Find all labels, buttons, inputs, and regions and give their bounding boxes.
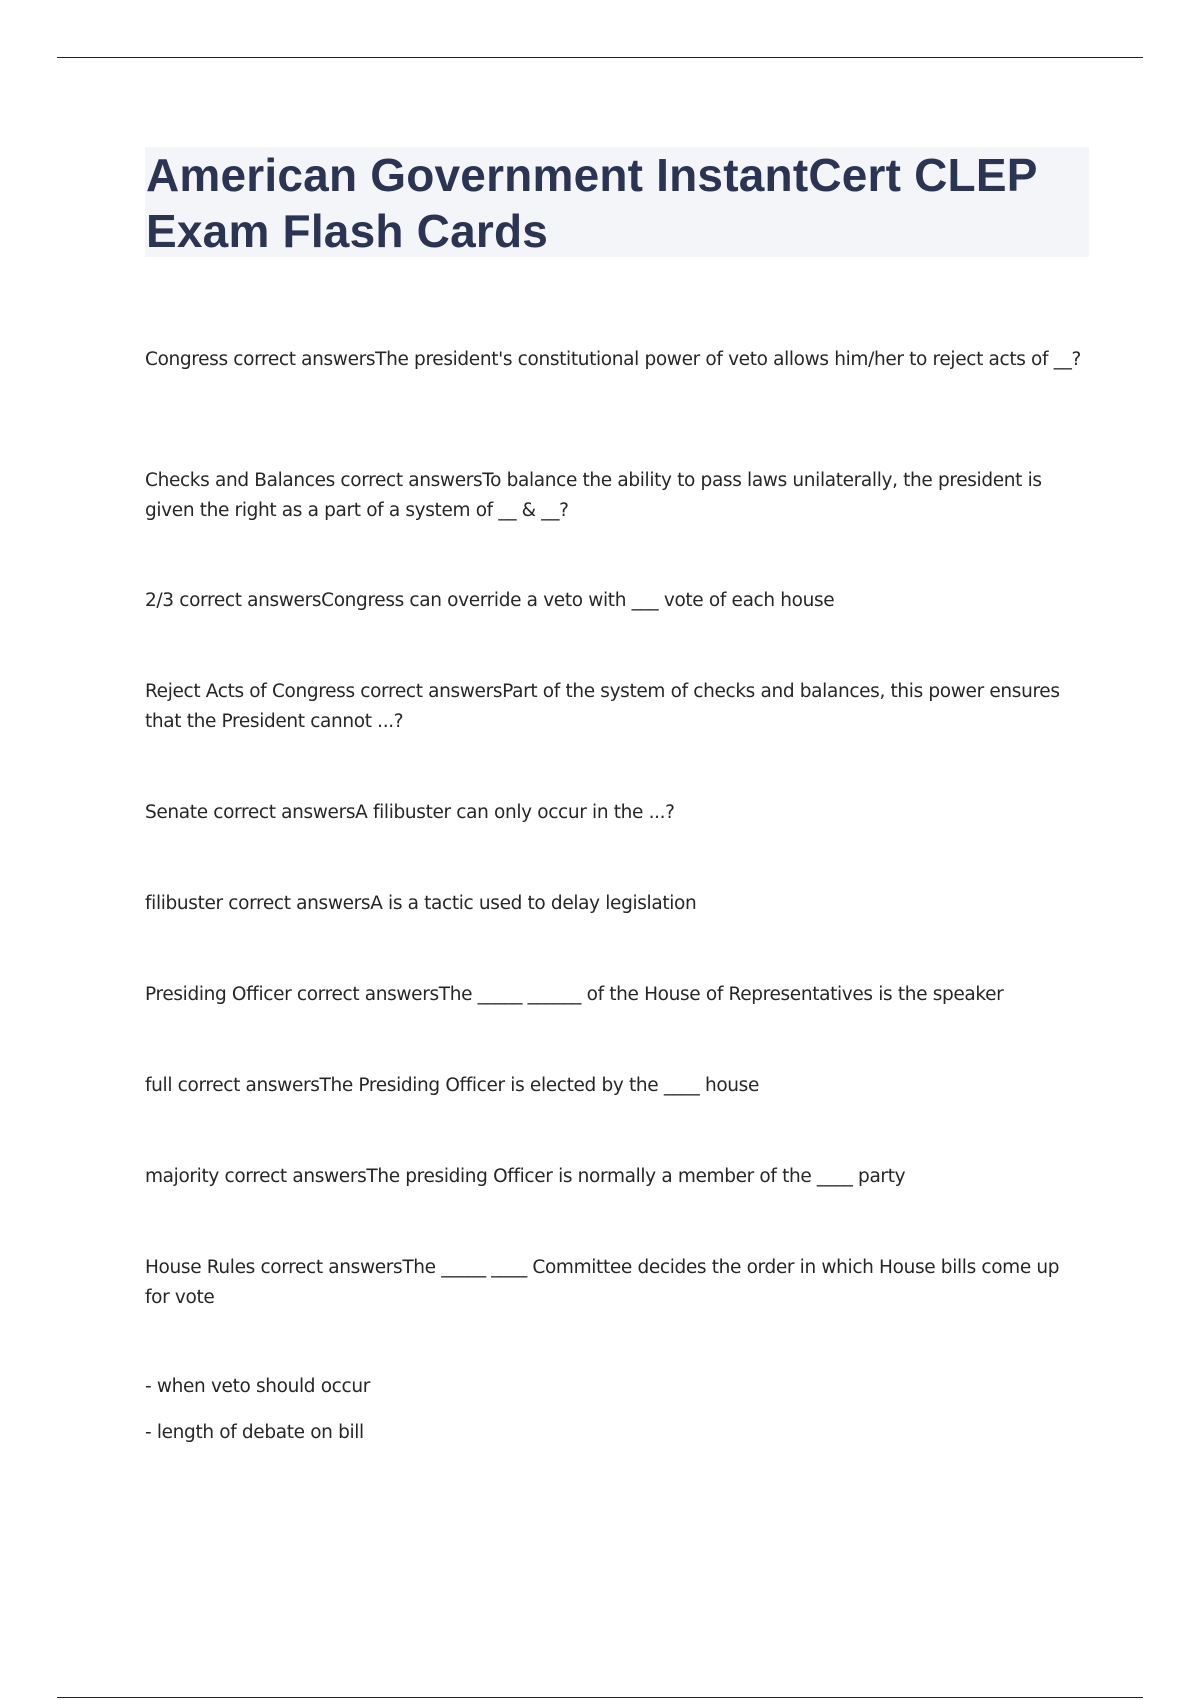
card-separator: correct answers [222, 893, 371, 914]
card-prompt: The Presiding Officer is elected by the ____ house [319, 1075, 759, 1096]
flashcard-senate [145, 798, 1085, 828]
card-term: full [145, 1075, 173, 1096]
flashcard-majority [145, 1162, 1085, 1192]
card-prompt: Congress can override a veto with ___ vote of each house [321, 590, 835, 611]
flashcard-presiding-officer [145, 980, 1085, 1010]
card-prompt: The president's constitutional power of veto allows him/her to reject acts of __? [375, 349, 1081, 370]
card-separator: correct answers [354, 681, 503, 702]
title-banner [145, 147, 1089, 257]
card-term: Congress [145, 349, 228, 370]
flashcard-reject-acts [145, 677, 1085, 737]
flashcard-full [145, 1071, 1085, 1101]
card-term: filibuster [145, 893, 223, 914]
card-term: 2/3 [145, 590, 174, 611]
flashcard-two-thirds [145, 586, 1085, 616]
card-prompt: The presiding Officer is normally a member of the ____ party [366, 1166, 906, 1187]
flashcard-congress [145, 345, 1085, 375]
card-prompt: The _____ ______ of the House of Representatives is the speaker [438, 984, 1004, 1005]
flashcard-filibuster [145, 889, 1085, 919]
card-term: Presiding Officer [145, 984, 292, 1005]
card-separator: correct answers [334, 470, 483, 491]
card-separator: correct answers [172, 1075, 320, 1096]
card-prompt: Part of the system of checks and balances, this power ensures that the President cannot ...? [145, 681, 1060, 732]
flashcard-checks-and-balances [145, 466, 1085, 526]
card-term: House Rules [145, 1257, 255, 1278]
card-term: majority [145, 1166, 219, 1187]
card-separator: correct answers [291, 984, 439, 1005]
card-separator: correct answers [207, 802, 356, 823]
bullet-item: - length of debate on bill [145, 1422, 364, 1443]
flashcard-house-rules [145, 1253, 1085, 1313]
top-rule [57, 57, 1143, 58]
card-term: Checks and Balances [145, 470, 335, 491]
card-term: Reject Acts of Congress [145, 681, 355, 702]
card-separator: correct answers [227, 349, 376, 370]
card-prompt: To balance the ability to pass laws unilaterally, the president is given the right as a part of a system of __ & __? [145, 470, 1042, 521]
bottom-rule [57, 1697, 1143, 1698]
card-prompt: A filibuster can only occur in the ...? [355, 802, 675, 823]
card-prompt: A is a tactic used to delay legislation [370, 893, 697, 914]
card-separator: correct answers [173, 590, 322, 611]
document-title: American Government InstantCert CLEP Exam Flash Cards [146, 149, 1037, 257]
card-separator: correct answers [218, 1166, 367, 1187]
card-term: Senate [145, 802, 208, 823]
bullet-item: - when veto should occur [145, 1376, 370, 1397]
card-prompt: The _____ ____ Committee decides the order in which House bills come up for vote [145, 1257, 1060, 1308]
card-separator: correct answers [254, 1257, 403, 1278]
